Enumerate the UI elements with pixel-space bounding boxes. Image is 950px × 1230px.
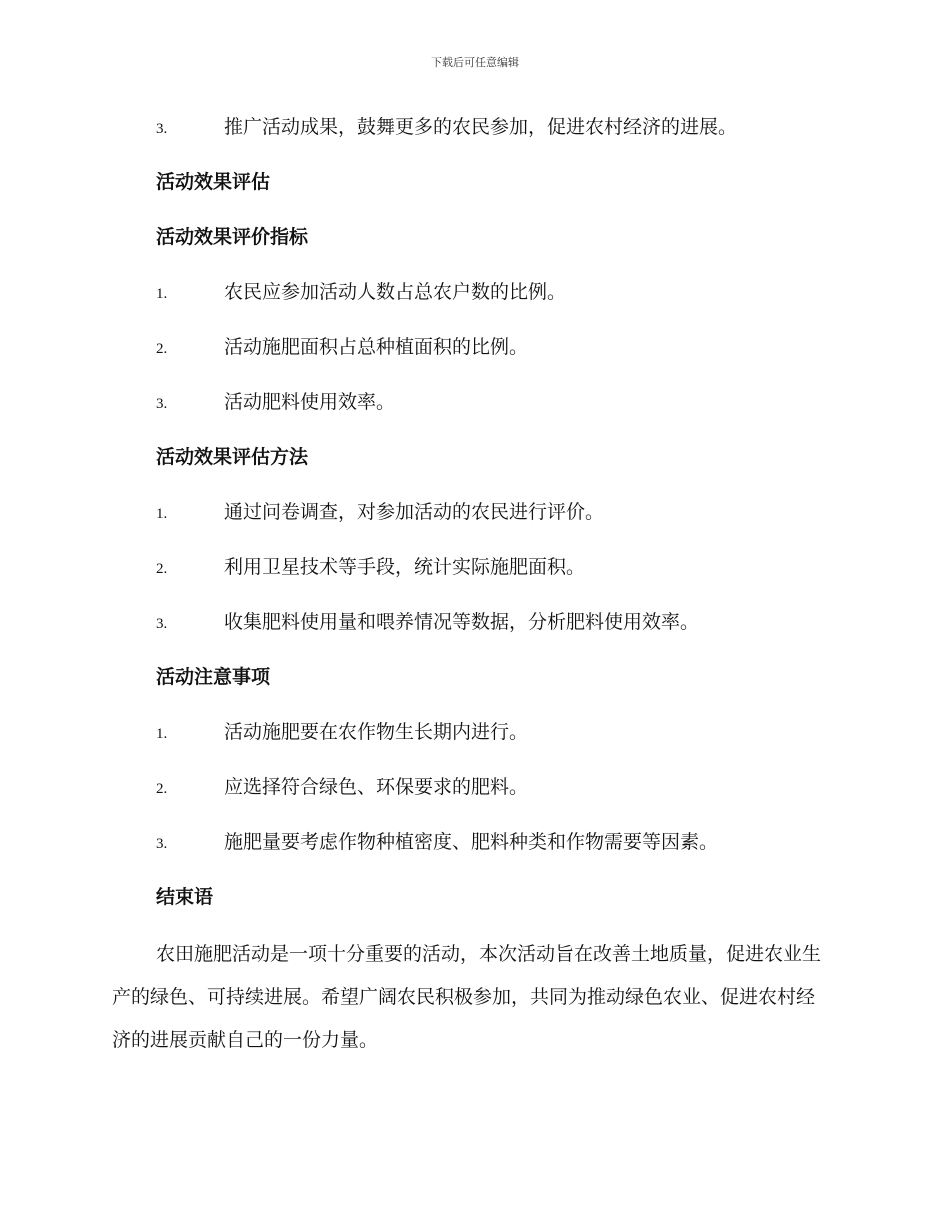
list-number: 2.	[156, 341, 168, 357]
list-item	[112, 552, 832, 607]
list-text: 应选择符合绿色、环保要求的肥料。	[224, 776, 529, 798]
list-text: 收集肥料使用量和喂养情况等数据，分析肥料使用效率。	[224, 611, 700, 633]
list-number: 3.	[156, 836, 168, 852]
subsection-heading-evaluation-indicators: 活动效果评价指标	[156, 226, 309, 248]
list-number: 3.	[156, 121, 168, 137]
list-number: 2.	[156, 561, 168, 577]
list-item	[112, 332, 832, 387]
list-item	[112, 112, 832, 167]
list-text: 推广活动成果，鼓舞更多的农民参加，促进农村经济的进展。	[224, 116, 738, 138]
list-text: 活动肥料使用效率。	[224, 391, 396, 413]
subsection-heading-evaluation-methods: 活动效果评估方法	[156, 446, 309, 468]
list-text: 活动施肥要在农作物生长期内进行。	[224, 721, 529, 743]
list-number: 1.	[156, 506, 168, 522]
list-item	[112, 717, 832, 772]
section-heading-precautions: 活动注意事项	[156, 666, 271, 688]
list-number: 3.	[156, 616, 168, 632]
list-item	[112, 497, 832, 552]
list-number: 3.	[156, 396, 168, 412]
list-text: 通过问卷调查，对参加活动的农民进行评价。	[224, 501, 605, 523]
list-text: 活动施肥面积占总种植面积的比例。	[224, 336, 529, 358]
page-header: 下载后可任意编辑	[431, 56, 519, 69]
list-number: 2.	[156, 781, 168, 797]
list-item	[112, 277, 832, 332]
list-text: 农民应参加活动人数占总农户数的比例。	[224, 281, 567, 303]
section-heading-conclusion: 结束语	[156, 886, 214, 908]
list-item	[112, 827, 832, 882]
list-number: 1.	[156, 286, 168, 302]
section-heading-effect-evaluation: 活动效果评估	[156, 171, 271, 193]
list-number: 1.	[156, 726, 168, 742]
list-text: 利用卫星技术等手段，统计实际施肥面积。	[224, 556, 586, 578]
list-item	[112, 387, 832, 442]
list-text: 施肥量要考虑作物种植密度、肥料种类和作物需要等因素。	[224, 831, 719, 853]
document-content	[112, 112, 832, 1062]
list-item	[112, 772, 832, 827]
list-item	[112, 607, 832, 662]
closing-paragraph: 农田施肥活动是一项十分重要的活动，本次活动旨在改善土地质量，促进农业生产的绿色、可持续进展。希望广阔农民积极参加，共同为推动绿色农业、促进农村经济的进展贡献自己的一份力量。	[112, 943, 822, 1051]
